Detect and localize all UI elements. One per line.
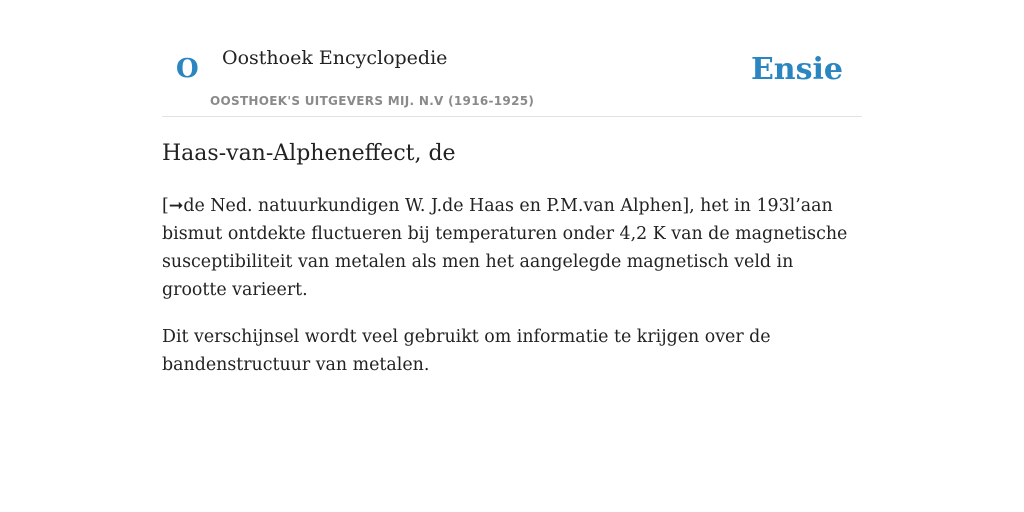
article-paragraph: Dit verschijnsel wordt veel gebruikt om informatie te krijgen over de bandenstructuur van metalen. bbox=[162, 327, 771, 375]
article-paragraph: [➞de Ned. natuurkundigen W. J.de Haas en P.M.van Alphen], het in 193l’aan bismut ontdekte fluctueren bij temperaturen onder 4,2 K van de magnetische susceptibiliteit van metalen als men het aangelegde magnetisch veld in grootte varieert. bbox=[162, 196, 848, 300]
encyclopedia-title[interactable]: Oosthoek Encyclopedie bbox=[222, 47, 448, 69]
ensie-logo[interactable]: Ensie bbox=[750, 52, 843, 87]
article-headword: Haas-van-Alpheneffect, de bbox=[162, 141, 456, 166]
oosthoek-logo[interactable]: O bbox=[176, 54, 199, 84]
publisher-label: OOSTHOEK'S UITGEVERS MIJ. N.V (1916-1925) bbox=[210, 94, 535, 108]
site-header bbox=[162, 0, 862, 117]
article bbox=[162, 136, 862, 379]
